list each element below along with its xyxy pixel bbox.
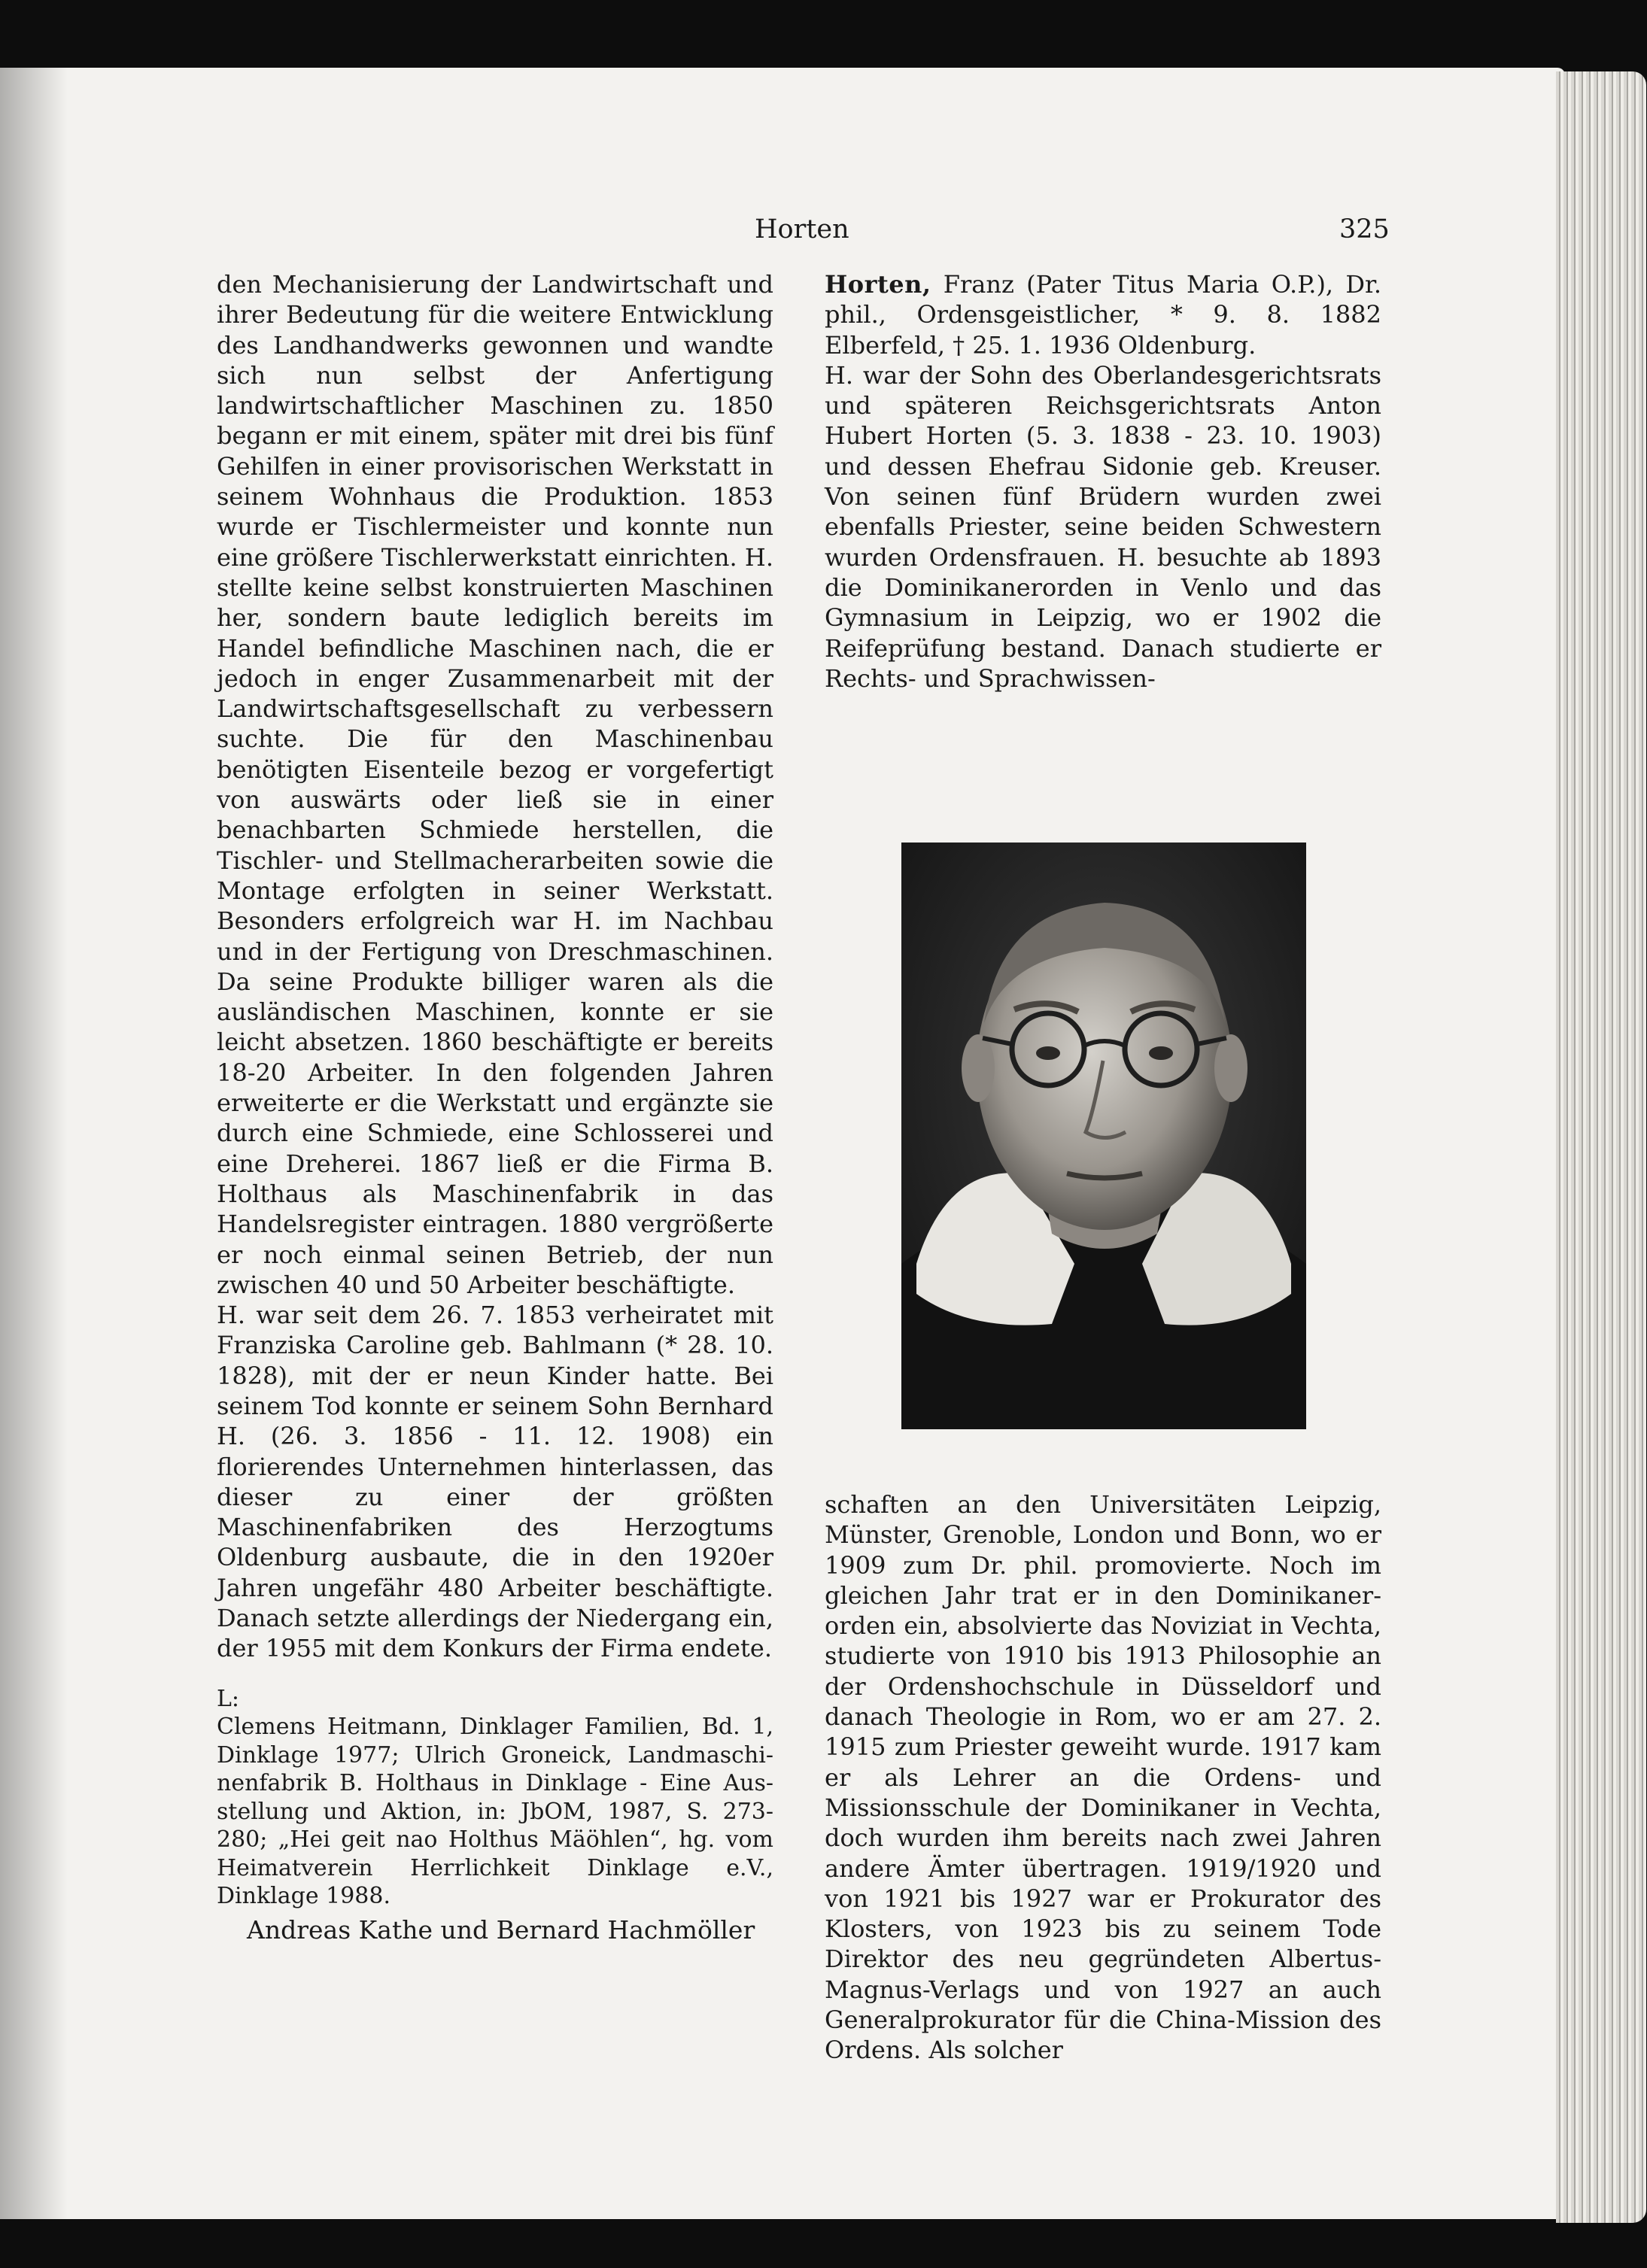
page-number: 325: [1339, 214, 1390, 244]
page-edges: [1556, 71, 1646, 2223]
right-column-top: [825, 269, 1381, 694]
body-paragraph: schaften an den Universitäten Leipzig, Münster, Grenoble, London und Bonn, wo er 1909 zum Dr. phil. promovierte. Noch im gleichen Jahr trat er in den Dominikanerorden ein, absolvierte das Noviziat in Vechta, studierte von 1910 bis 1913 Philosophie an der Ordenshochschule in Düsseldorf und danach Theologie in Rom, wo er am 27. 2. 1915 zum Priester geweiht wurde. 1917 kam er als Lehrer an die Ordens- und Missionsschule der Dominikaner in Vechta, doch wurden ihm bereits nach zwei Jahren andere Ämter übertragen. 1919/1920 und von 1921 bis 1927 war er Prokurator des Klosters, von 1923 bis zu seinem Tode Direktor des neu gegründeten Albertus-Magnus-Verlags und von 1927 an auch Generalprokurator für die China-Mission des Ordens. Als solcher: [825, 1490, 1381, 2065]
running-head-title: Horten: [755, 214, 849, 244]
literature-heading: L:: [217, 1685, 240, 1712]
portrait-photo: [901, 843, 1306, 1429]
entry-header: [825, 269, 1381, 360]
literature-list: Clemens Heitmann, Dinklager Familien, Bd. 1, Dinklage 1977; Ulrich Groneick, Landmaschinenfabrik B. Holthaus in Dinklage - Eine Ausstellung und Aktion, in: JbOM, 1987, S. 273-280; „Hei geit nao Holthus Mäöhlen“, hg. vom Heimatverein Herrlichkeit Dinklage e.V., Dinklage 1988.: [217, 1714, 773, 1910]
body-paragraph: den Mechanisierung der Landwirtschaft und ihrer Bedeutung für die weitere Entwicklung des Landhandwerks gewonnen und wandte sich nun selbst der Anfertigung landwirtschaftlicher Maschinen zu. 1850 begann er mit einem, später mit drei bis fünf Gehilfen in einer provisorischen Werkstatt in seinem Wohnhaus die Produktion. 1853 wurde er Tischlermeister und konnte nun eine größere Tischlerwerkstatt einrichten. H. stellte keine selbst konstruierten Maschinen her, sondern baute lediglich bereits im Handel befindliche Maschinen nach, die er jedoch in enger Zusammenarbeit mit der Landwirtschaftsgesellschaft zu verbessern suchte. Die für den Maschinenbau benötigten Eisenteile bezog er vorgefertigt von auswärts oder ließ sie in einer benachbarten Schmiede herstellen, die Tischler- und Stellmacherarbeiten sowie die Montage erfolgten in seiner Werkstatt. Besonders erfolgreich war H. im Nachbau und in der Fertigung von Dreschmaschinen. Da seine Produkte billiger waren als die ausländischen Maschinen, konnte er sie leicht absetzen. 1860 beschäftigte er bereits 18-20 Arbeiter. In den folgenden Jahren erweiterte er die Werkstatt und ergänzte sie durch eine Schmiede, eine Schlosserei und eine Dreherei. 1867 ließ er die Firma B. Holthaus als Maschinenfabrik in das Handelsregister eintragen. 1880 vergrößerte er noch einmal seinen Betrieb, der nun zwischen 40 und 50 Arbeiter beschäftigte.: [217, 270, 773, 1299]
entry-name: Horten,: [825, 270, 931, 299]
portrait-image: [901, 843, 1306, 1429]
left-column: [217, 269, 773, 1945]
right-column-bottom: [825, 1489, 1381, 2066]
body-paragraph: H. war der Sohn des Oberlandesgerichtsrats und späteren Reichsgerichtsrats Anton Hubert Horten (5. 3. 1838 - 23. 10. 1903) und dessen Ehefrau Sidonie geb. Kreuser. Von seinen fünf Brüdern wurden zwei ebenfalls Priester, seine beiden Schwestern wurden Ordensfrauen. H. besuchte ab 1893 die Dominikanerorden in Venlo und das Gymnasium in Leipzig, wo er 1902 die Reifeprüfung bestand. Danach studierte er Rechts- und Sprachwissen-: [825, 360, 1381, 693]
entry-header-details: Franz (Pater Titus Maria O.P.), Dr. phil., Ordensgeistlicher, * 9. 8. 1882 Elberfeld, † 25. 1. 1936 Oldenburg.: [825, 270, 1381, 360]
book-page: [0, 68, 1565, 2219]
article-authors: Andreas Kathe und Bernard Hachmöller: [247, 1914, 755, 1945]
body-paragraph: H. war seit dem 26. 7. 1853 verheiratet mit Franziska Caroline geb. Bahlmann (* 28. 10. 1828), mit der er neun Kinder hatte. Bei seinem Tod konnte er seinem Sohn Bernhard H. (26. 3. 1856 - 11. 12. 1908) ein florierendes Unternehmen hinterlassen, das dieser zu einer der größten Maschinenfabriken des Herzogtums Oldenburg ausbaute, die in den 1920er Jahren ungefähr 480 Arbeiter beschäftigte. Danach setzte allerdings der Niedergang ein, der 1955 mit dem Konkurs der Firma endete.: [217, 1301, 773, 1663]
spine-shadow: [0, 68, 68, 2219]
